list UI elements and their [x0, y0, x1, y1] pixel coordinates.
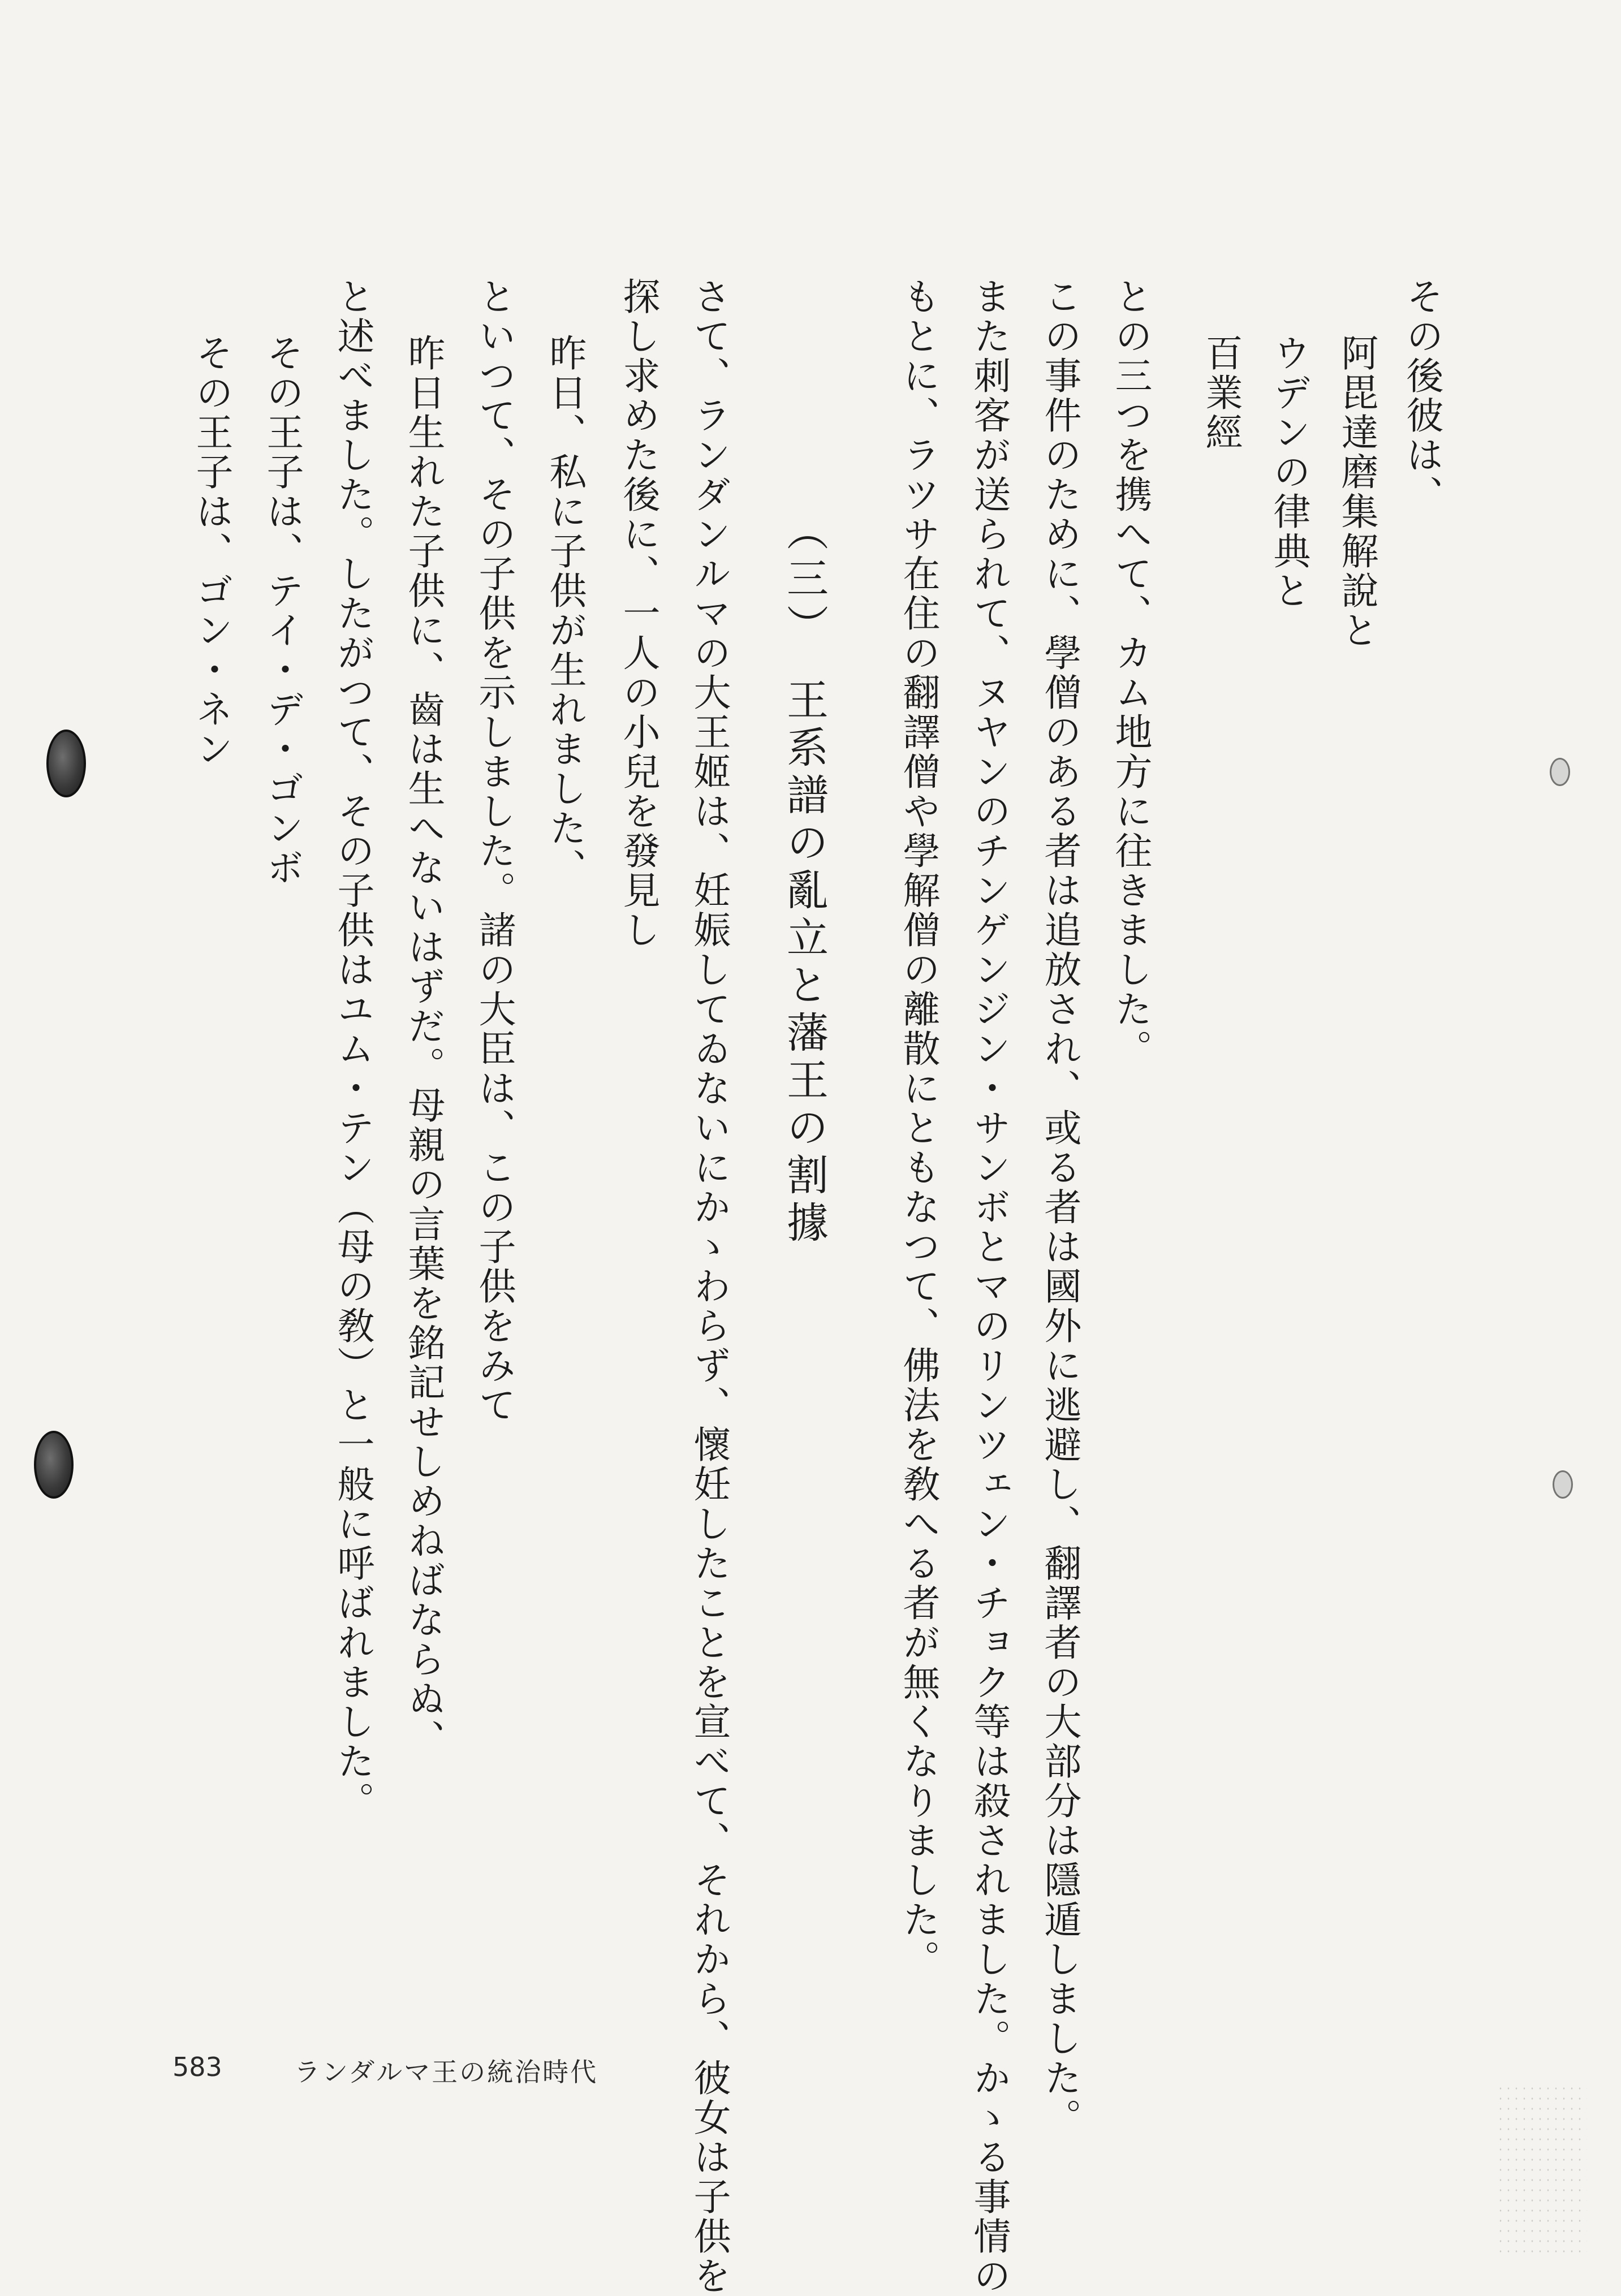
text-line: といつて、その子供を示しました。諸の大臣は、この子供をみて	[472, 277, 516, 1425]
text-line: 探し求めた後に、一人の小兒を發見し	[617, 277, 660, 950]
section-heading: （三） 王系譜の亂立と藩王の割據	[780, 509, 829, 1248]
scan-speck-icon	[1553, 1470, 1573, 1499]
text-line: ウデンの律典と	[1267, 334, 1310, 611]
text-line: また刺客が送られて、ヌヤンのチンゲンジン・サンボとマのリンツェン・チョク等は殺されました。かゝる事情の	[967, 277, 1011, 2296]
text-line: との三つを携へて、カム地方に往きました。	[1109, 277, 1152, 1069]
text-line: 昨日、私に子供が生れました、	[543, 334, 587, 888]
punch-hole-icon	[34, 1431, 74, 1499]
scan-noise	[1497, 2083, 1587, 2253]
running-title: ランダルマ王の統治時代	[294, 2057, 598, 2087]
text-line: その後彼は、	[1400, 277, 1443, 515]
text-line: この事件のために、學僧のある者は追放され、或る者は國外に逃避し、翻譯者の大部分は隱遁しました。	[1038, 277, 1081, 2138]
punch-hole-icon	[46, 730, 86, 797]
text-line: 昨日生れた子供に、齒は生へないはずだ。母親の言葉を銘記せしめねばならぬ、	[402, 334, 445, 1759]
text-line: その王子は、ゴン・ネン	[189, 334, 233, 769]
text-line: もとに、ラツサ在住の翻譯僧や學解僧の離散にともなつて、佛法を敎へる者が無くなりました。	[896, 277, 940, 1979]
scan-speck-icon	[1550, 758, 1570, 786]
text-line: 阿毘達磨集解說と	[1335, 334, 1378, 650]
text-line: その王子は、テイ・デ・ゴンボ	[260, 334, 304, 888]
text-line: 百業經	[1199, 334, 1243, 452]
text-line: さて、ランダンルマの大王姬は、妊娠してゐないにかゝわらず、懷妊したことを宣べて、それから、彼女は子供を	[687, 277, 731, 2296]
text-line: と述べました。したがつて、その子供はユム・テン（母の敎）と一般に呼ばれました。	[331, 277, 374, 1821]
page-number: 583	[173, 2052, 222, 2082]
